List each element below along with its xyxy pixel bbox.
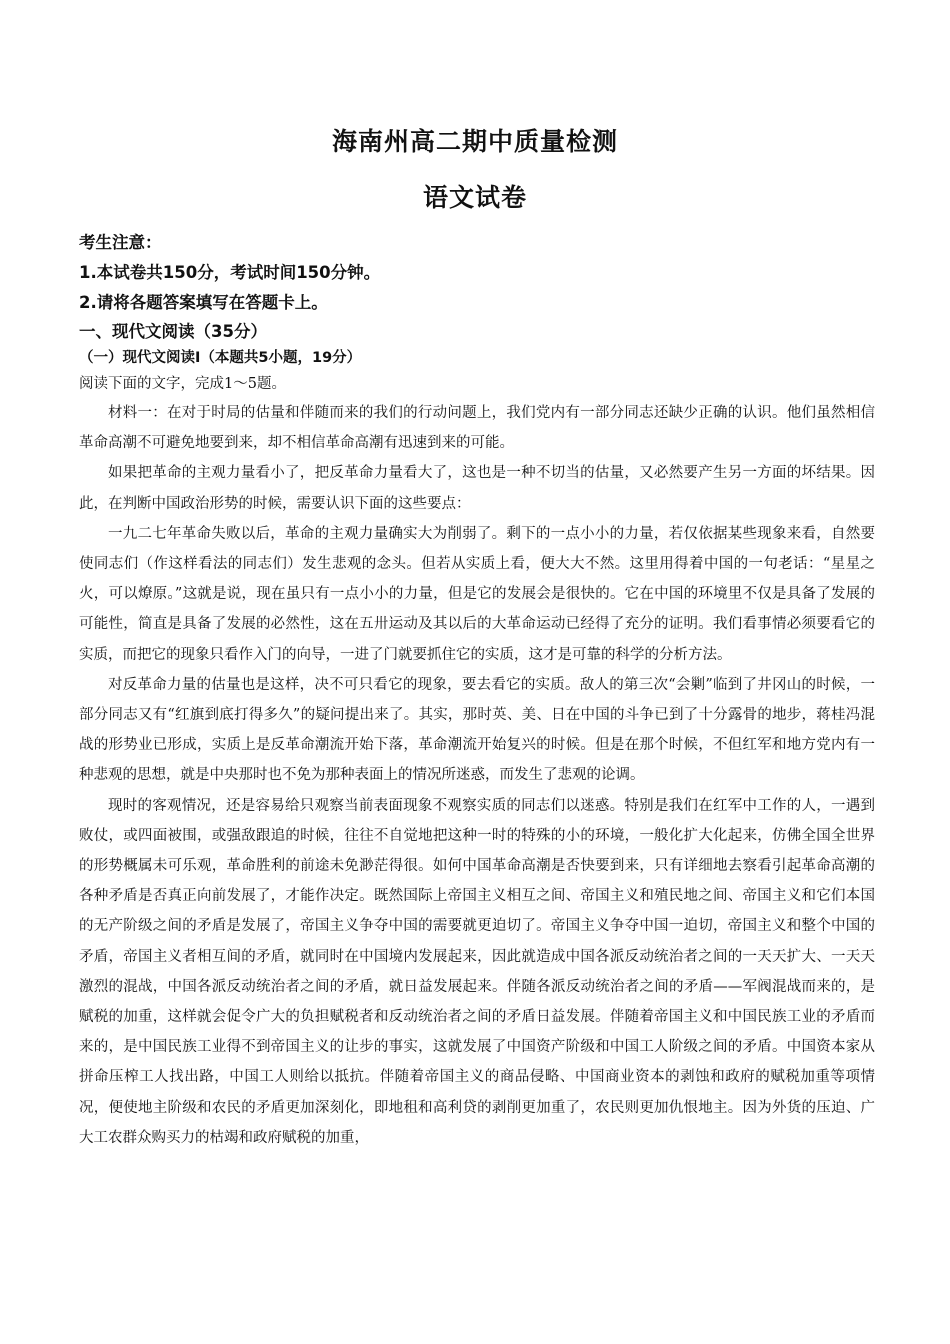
section-title: 一、现代文阅读（35分） [79, 322, 267, 341]
document-subtitle: 语文试卷 [422, 183, 527, 212]
notice-item: 2.请将各题答案填写在答题卡上。 [79, 293, 328, 312]
passage-paragraph: 对反革命力量的估量也是这样，决不可只看它的现象，要去看它的实质。敌人的第三次“会剿”临到了井冈山的时候，一部分同志又有“红旗到底打得多久”的疑问提出来了。其实，那时英、美、日在中国的斗争已到了十分露骨的地步，蒋桂冯混战的形势业已形成，实质上是反革命潮流开始下落，革命潮流开始复兴的时候。但是在那个时候，不但红军和地方党内有一种悲观的思想，就是中央那时也不免为那种表面上的情况所迷惑，而发生了悲观的论调。 [79, 676, 875, 784]
passage-paragraph: 现时的客观情况，还是容易给只观察当前表面现象不观察实质的同志们以迷惑。特别是我们在红军中工作的人，一遇到败仗，或四面被围，或强敌跟追的时候，往往不自觉地把这种一时的特殊的小的环境，一般化扩大化起来，仿佛全国全世界的形势概属未可乐观，革命胜利的前途未免渺茫得很。如何中国革命高潮是否快要到来，只有详细地去察看引起革命高潮的各种矛盾是否真正向前发展了，才能作决定。既然国际上帝国主义相互之间、帝国主义和殖民地之间、帝国主义和它们本国的无产阶级之间的矛盾是发展了，帝国主义争夺中国的需要就更迫切了。帝国主义争夺中国一迫切，帝国主义和整个中国的矛盾，帝国主义者相互间的矛盾，就同时在中国境内发展起来，因此就造成中国各派反动统治者之间的一天天扩大、一天天激烈的混战，中国各派反动统治者之间的矛盾，就日益发展起来。伴随各派反动统治者之间的矛盾——军阀混战而来的，是赋税的加重，这样就会促令广大的负担赋税者和反动统治者之间的矛盾日益发展。伴随着帝国主义和中国民族工业的矛盾而来的，是中国民族工业得不到帝国主义的让步的事实，这就发展了中国资产阶级和中国工人阶级之间的矛盾。中国资本家从拼命压榨工人找出路，中国工人则给以抵抗。伴随着帝国主义的商品侵略、中国商业资本的剥蚀和政府的赋税加重等项情况，便使地主阶级和农民的矛盾更加深刻化，即地租和高利贷的剥削更加重了，农民则更加仇恨地主。因为外货的压迫、广大工农群众购买力的枯竭和政府赋税的加重， [79, 797, 875, 1146]
notice-item: 1.本试卷共150分，考试时间150分钟。 [79, 263, 381, 282]
reading-passage [79, 398, 875, 1153]
document-title: 海南州高二期中质量检测 [331, 127, 618, 156]
passage-paragraph: 如果把革命的主观力量看小了，把反革命力量看大了，这也是一种不切当的估量，又必然要产生另一方面的坏结果。因此，在判断中国政治形势的时候，需要认识下面的这些要点： [79, 465, 875, 512]
reading-instruction: 阅读下面的文字，完成1～5题。 [79, 376, 286, 392]
passage-paragraph: 材料一：在对于时局的估量和伴随而来的我们的行动问题上，我们党内有一部分同志还缺少正确的认识。他们虽然相信革命高潮不可避免地要到来，却不相信革命高潮有迅速到来的可能。 [79, 405, 875, 452]
passage-paragraph: 一九二七年革命失败以后，革命的主观力量确实大为削弱了。剩下的一点小小的力量，若仅依据某些现象来看，自然要使同志们（作这样看法的同志们）发生悲观的念头。但若从实质上看，便大大不然。这里用得着中国的一句老话：“星星之火，可以燎原。”这就是说，现在虽只有一点小小的力量，但是它的发展会是很快的。它在中国的环境里不仅是具备了发展的可能性，简直是具备了发展的必然性，这在五卅运动及其以后的大革命运动已经得了充分的证明。我们看事情必须要看它的实质，而把它的现象只看作入门的向导，一进了门就要抓住它的实质，这才是可靠的科学的分析方法。 [79, 525, 875, 663]
subsection-title: （一）现代文阅读Ⅰ（本题共5小题，19分） [79, 350, 362, 366]
notice-heading: 考生注意： [79, 233, 162, 252]
